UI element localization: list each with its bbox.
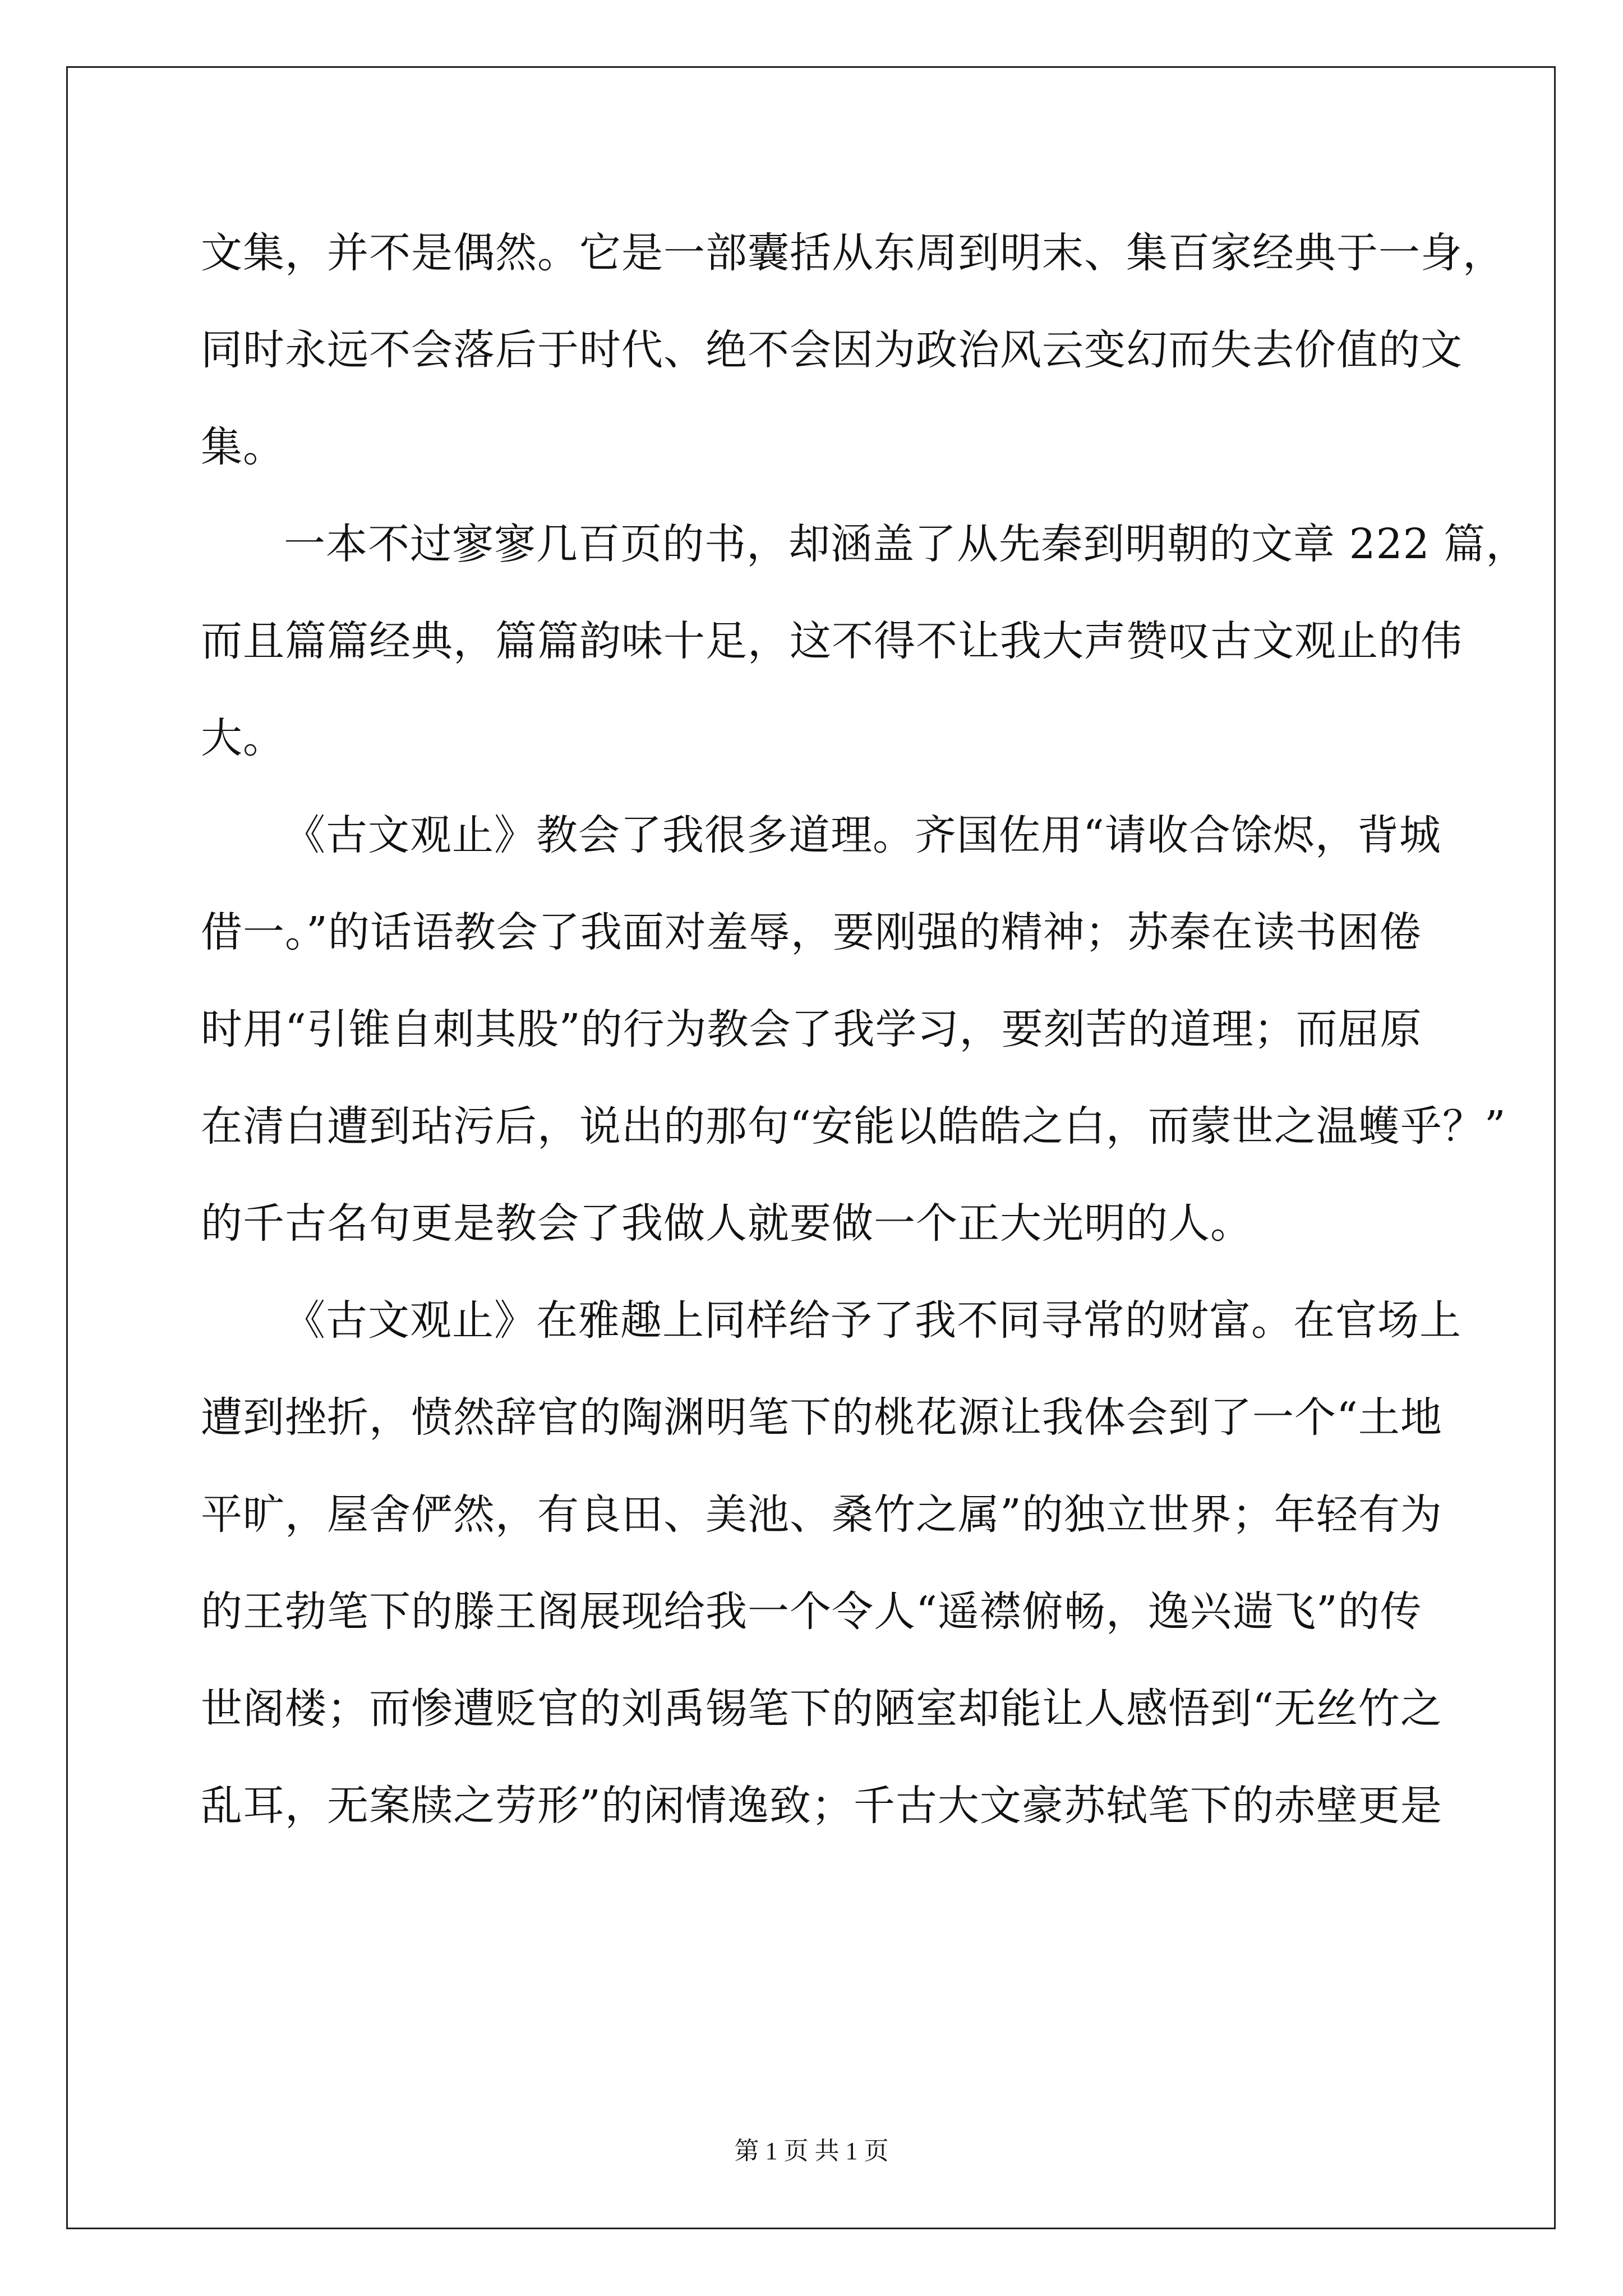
text-line: 而且篇篇经典，篇篇韵味十足，这不得不让我大声赞叹古文观止的伟 — [201, 617, 1463, 665]
page-footer: 第 1 页 共 1 页 — [734, 2137, 889, 2165]
text-line: 借一。”的话语教会了我面对羞辱，要刚强的精神；苏秦在读书困倦 — [201, 908, 1422, 956]
text-line: 遭到挫折，愤然辞官的陶渊明笔下的桃花源让我体会到了一个“土地 — [201, 1393, 1442, 1442]
text-line: 《古文观止》教会了我很多道理。齐国佐用“请收合馀烬，背城 — [284, 811, 1441, 859]
text-line: 的千古名句更是教会了我做人就要做一个正大光明的人。 — [201, 1199, 1252, 1248]
document-body — [201, 205, 1528, 1855]
text-line: 的王勃笔下的滕王阁展现给我一个令人“遥襟俯畅，逸兴遄飞”的传 — [201, 1588, 1422, 1636]
text-line: 《古文观止》在雅趣上同样给予了我不同寻常的财富。在官场上 — [284, 1296, 1461, 1345]
text-line: 在清白遭到玷污后，说出的那句“安能以皓皓之白，而蒙世之温蠖乎？” — [201, 1102, 1506, 1151]
text-line: 时用“引锥自刺其股”的行为教会了我学习，要刻苦的道理；而屈原 — [201, 1005, 1422, 1053]
text-line: 集。 — [201, 423, 285, 471]
text-line: 同时永远不会落后于时代、绝不会因为政治风云变幻而失去价值的文 — [201, 326, 1463, 374]
text-line: 平旷，屋舍俨然，有良田、美池、桑竹之属”的独立世界；年轻有为 — [201, 1490, 1442, 1539]
text-line: 文集，并不是偶然。它是一部囊括从东周到明末、集百家经典于一身， — [201, 229, 1505, 277]
text-line: 一本不过寥寥几百页的书，却涵盖了从先秦到明朝的文章 222 篇， — [284, 520, 1528, 568]
text-line: 大。 — [201, 714, 285, 762]
text-line: 乱耳，无案牍之劳形”的闲情逸致；千古大文豪苏轼笔下的赤壁更是 — [201, 1782, 1442, 1830]
text-line: 世阁楼；而惨遭贬官的刘禹锡笔下的陋室却能让人感悟到“无丝竹之 — [201, 1685, 1442, 1733]
